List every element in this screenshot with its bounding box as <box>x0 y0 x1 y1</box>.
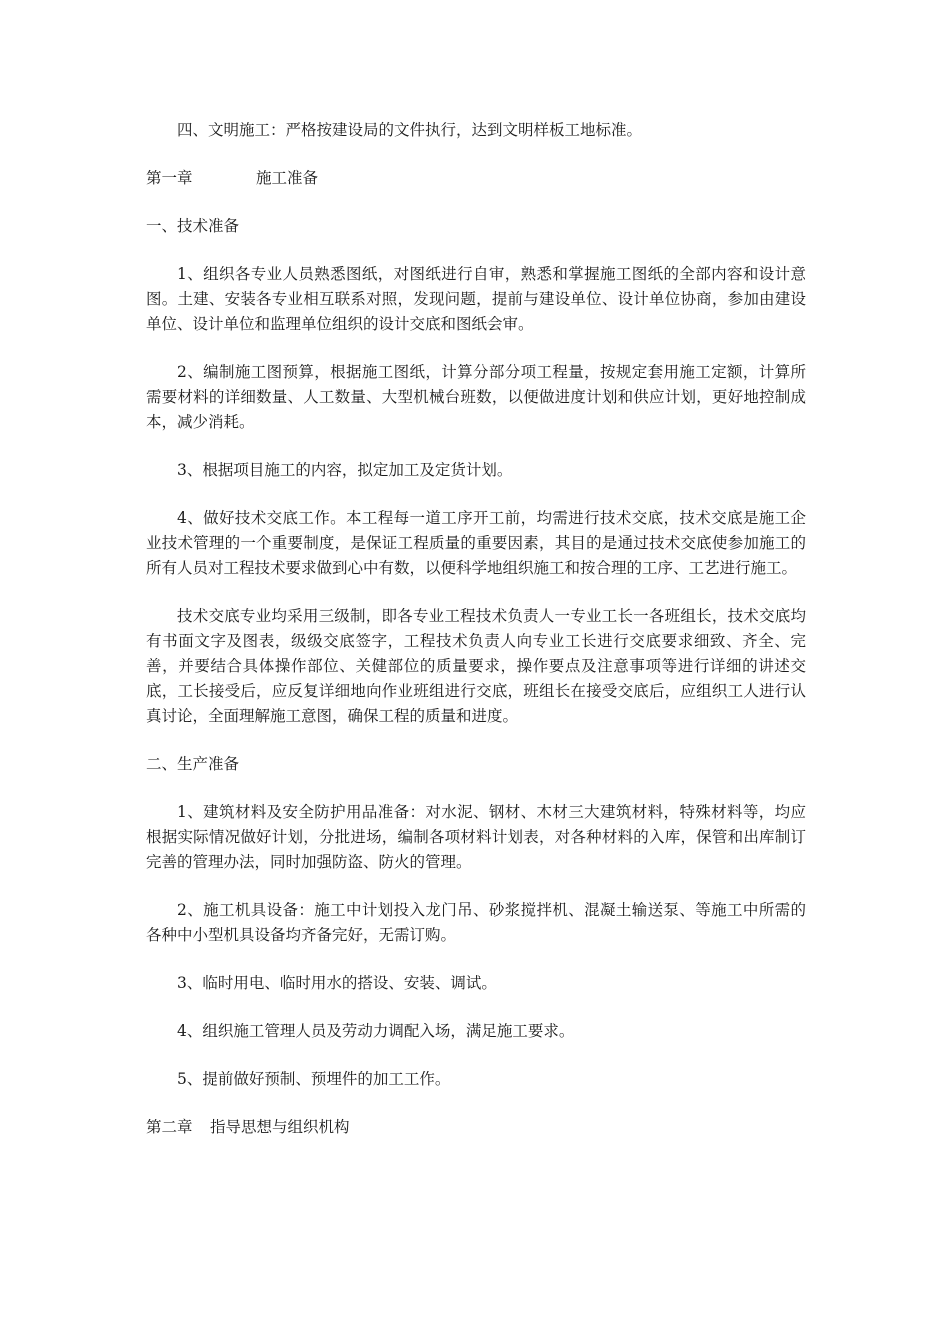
paragraph-production-3: 3、临时用电、临时用水的搭设、安装、调试。 <box>177 974 497 992</box>
paragraph-production-4: 4、组织施工管理人员及劳动力调配入场，满足施工要求。 <box>177 1022 575 1040</box>
chapter-heading-1 <box>146 166 806 191</box>
paragraph-production-2: 2、施工机具设备：施工中计划投入龙门吊、砂浆搅拌机、混凝土输送泵、等施工中所需的各种中小型机具设备均齐备完好，无需订购。 <box>146 901 806 944</box>
chapter-heading-2 <box>146 1115 806 1140</box>
chapter-number: 第一章 <box>146 169 193 187</box>
paragraph-item-1: 1、组织各专业人员熟悉图纸，对图纸进行自审，熟悉和掌握施工图纸的全部内容和设计意图。土建、安装各专业相互联系对照，发现问题，提前与建设单位、设计单位协商，参加由建设单位、设计单位和监理单位组织的设计交底和图纸会审。 <box>146 265 806 333</box>
chapter-number: 第二章 <box>146 1118 193 1136</box>
chapter-title: 施工准备 <box>256 169 319 187</box>
paragraph-production-1: 1、建筑材料及安全防护用品准备：对水泥、钢材、木材三大建筑材料，特殊材料等，均应根据实际情况做好计划，分批进场，编制各项材料计划表，对各种材料的入库，保管和出库制订完善的管理办法，同时加强防盗、防火的管理。 <box>146 803 806 871</box>
chapter-title: 指导思想与组织机构 <box>210 1118 350 1136</box>
paragraph-production-5: 5、提前做好预制、预埋件的加工工作。 <box>177 1070 451 1088</box>
paragraph-item-2: 2、编制施工图预算，根据施工图纸，计算分部分项工程量，按规定套用施工定额，计算所需要材料的详细数量、人工数量、大型机械台班数，以便做进度计划和供应计划，更好地控制成本，减少消耗。 <box>146 363 806 431</box>
paragraph-item-3: 3、根据项目施工的内容，拟定加工及定货计划。 <box>177 461 513 479</box>
paragraph-civilized-construction: 四、文明施工：严格按建设局的文件执行，达到文明样板工地标准。 <box>177 121 643 139</box>
paragraph-item-4: 4、做好技术交底工作。本工程每一道工序开工前，均需进行技术交底，技术交底是施工企业技术管理的一个重要制度，是保证工程质量的重要因素，其目的是通过技术交底使参加施工的所有人员对工程技术要求做到心中有数，以便科学地组织施工和按合理的工序、工艺进行施工。 <box>146 509 806 577</box>
document-body <box>146 118 806 1163</box>
paragraph-technical-disclosure: 技术交底专业均采用三级制，即各专业工程技术负责人一专业工长一各班组长，技术交底均有书面文字及图表，级级交底签字，工程技术负责人向专业工长进行交底要求细致、齐全、完善，并要结合具体操作部位、关健部位的质量要求，操作要点及注意事项等进行详细的讲述交底，工长接受后，应反复详细地向作业班组进行交底，班组长在接受交底后，应组织工人进行认真讨论，全面理解施工意图，确保工程的质量和进度。 <box>146 607 806 725</box>
section-heading-technical: 一、技术准备 <box>146 217 240 235</box>
section-heading-production: 二、生产准备 <box>146 755 240 773</box>
